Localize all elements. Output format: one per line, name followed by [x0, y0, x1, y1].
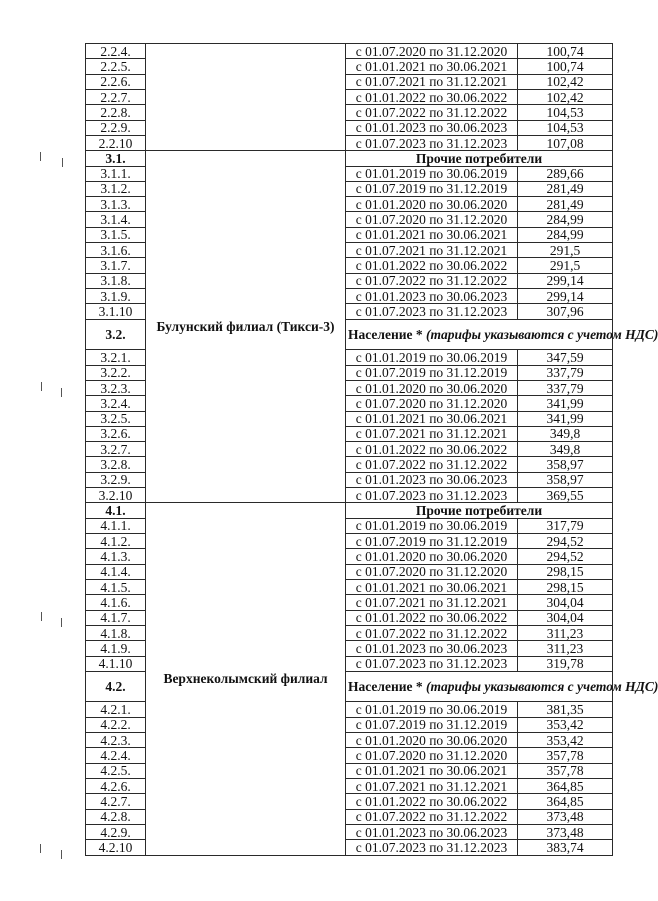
- tariff-value-cell: 358,97: [518, 457, 613, 472]
- row-number: 3.2.6.: [86, 426, 146, 441]
- period-cell: с 01.07.2020 по 31.12.2020: [346, 748, 518, 763]
- tariff-value-cell: 347,59: [518, 350, 613, 365]
- period-cell: с 01.01.2021 по 30.06.2021: [346, 411, 518, 426]
- tariff-value-cell: 337,79: [518, 380, 613, 395]
- tariff-table: [85, 43, 658, 856]
- tariff-value-cell: 358,97: [518, 472, 613, 487]
- row-number: 3.1.5.: [86, 227, 146, 242]
- period-cell: с 01.01.2022 по 30.06.2022: [346, 89, 518, 104]
- period-cell: с 01.01.2021 по 30.06.2021: [346, 227, 518, 242]
- tariff-value-cell: 369,55: [518, 488, 613, 503]
- tariff-value-cell: 353,42: [518, 733, 613, 748]
- row-number: 4.1.10: [86, 656, 146, 671]
- tariff-value-cell: 357,78: [518, 748, 613, 763]
- tariff-value-cell: 373,48: [518, 824, 613, 839]
- category-header: Прочие потребители: [346, 151, 613, 166]
- tariff-value-cell: 317,79: [518, 518, 613, 533]
- tariff-value-cell: 107,08: [518, 135, 613, 150]
- row-number: 4.1.3.: [86, 549, 146, 564]
- margin-mark: [61, 388, 62, 397]
- row-number: 2.2.5.: [86, 59, 146, 74]
- tariff-value-cell: 311,23: [518, 625, 613, 640]
- tariff-value-cell: 381,35: [518, 702, 613, 717]
- period-cell: с 01.01.2021 по 30.06.2021: [346, 59, 518, 74]
- period-cell: с 01.01.2023 по 30.06.2023: [346, 824, 518, 839]
- row-number: 3.2.: [86, 319, 146, 350]
- row-number: 4.1.7.: [86, 610, 146, 625]
- row-number: 4.2.10: [86, 840, 146, 855]
- row-number: 2.2.8.: [86, 105, 146, 120]
- tariff-value-cell: 298,15: [518, 579, 613, 594]
- row-number: 3.2.5.: [86, 411, 146, 426]
- category-header-row: [86, 503, 613, 518]
- row-number: 3.2.3.: [86, 380, 146, 395]
- tariff-value-cell: 304,04: [518, 610, 613, 625]
- period-cell: с 01.07.2020 по 31.12.2020: [346, 396, 518, 411]
- period-cell: с 01.01.2021 по 30.06.2021: [346, 763, 518, 778]
- tariff-value-cell: 294,52: [518, 534, 613, 549]
- row-number: 3.2.9.: [86, 472, 146, 487]
- row-number: 4.1.1.: [86, 518, 146, 533]
- row-number: 4.2.7.: [86, 794, 146, 809]
- period-cell: с 01.07.2022 по 31.12.2022: [346, 457, 518, 472]
- category-header-row: [86, 151, 613, 166]
- period-cell: с 01.01.2022 по 30.06.2022: [346, 258, 518, 273]
- row-number: 2.2.4.: [86, 44, 146, 59]
- tariff-value-cell: 104,53: [518, 105, 613, 120]
- tariff-value-cell: 373,48: [518, 809, 613, 824]
- tariff-value-cell: 304,04: [518, 595, 613, 610]
- tariff-value-cell: 291,5: [518, 243, 613, 258]
- period-cell: с 01.07.2021 по 31.12.2021: [346, 426, 518, 441]
- row-number: 4.2.8.: [86, 809, 146, 824]
- period-cell: с 01.01.2023 по 30.06.2023: [346, 641, 518, 656]
- row-number: 4.2.1.: [86, 702, 146, 717]
- row-number: 3.1.6.: [86, 243, 146, 258]
- period-cell: с 01.07.2023 по 31.12.2023: [346, 304, 518, 319]
- row-number: 4.2.4.: [86, 748, 146, 763]
- tariff-value-cell: 102,42: [518, 89, 613, 104]
- row-number: 4.2.: [86, 671, 146, 702]
- tariff-value-cell: 307,96: [518, 304, 613, 319]
- row-number: 4.1.8.: [86, 625, 146, 640]
- tariff-value-cell: 298,15: [518, 564, 613, 579]
- period-cell: с 01.01.2022 по 30.06.2022: [346, 610, 518, 625]
- margin-mark: [41, 612, 42, 621]
- tariff-value-cell: 337,79: [518, 365, 613, 380]
- row-number: 3.2.8.: [86, 457, 146, 472]
- tariff-value-cell: 357,78: [518, 763, 613, 778]
- period-cell: с 01.07.2020 по 31.12.2020: [346, 212, 518, 227]
- period-cell: с 01.07.2023 по 31.12.2023: [346, 840, 518, 855]
- row-number: 2.2.9.: [86, 120, 146, 135]
- row-number: 3.1.1.: [86, 166, 146, 181]
- period-cell: с 01.07.2023 по 31.12.2023: [346, 488, 518, 503]
- row-number: 3.1.4.: [86, 212, 146, 227]
- row-number: 3.2.7.: [86, 442, 146, 457]
- period-cell: с 01.07.2023 по 31.12.2023: [346, 656, 518, 671]
- period-cell: с 01.07.2019 по 31.12.2019: [346, 181, 518, 196]
- period-cell: с 01.01.2022 по 30.06.2022: [346, 794, 518, 809]
- row-number: 2.2.10: [86, 135, 146, 150]
- period-cell: с 01.01.2019 по 30.06.2019: [346, 702, 518, 717]
- period-cell: с 01.07.2019 по 31.12.2019: [346, 534, 518, 549]
- row-number: 4.2.5.: [86, 763, 146, 778]
- tariff-value-cell: 294,52: [518, 549, 613, 564]
- row-number: 3.2.10: [86, 488, 146, 503]
- period-cell: с 01.01.2020 по 30.06.2020: [346, 733, 518, 748]
- category-header: Прочие потребители: [346, 503, 613, 518]
- period-cell: с 01.01.2019 по 30.06.2019: [346, 350, 518, 365]
- period-cell: с 01.01.2023 по 30.06.2023: [346, 289, 518, 304]
- row-number: 4.2.6.: [86, 779, 146, 794]
- row-number: 3.1.9.: [86, 289, 146, 304]
- row-number: 3.1.2.: [86, 181, 146, 196]
- row-number: 2.2.6.: [86, 74, 146, 89]
- tariff-value-cell: 100,74: [518, 44, 613, 59]
- row-number: 3.1.10: [86, 304, 146, 319]
- margin-mark: [62, 158, 63, 167]
- tariff-value-cell: 341,99: [518, 411, 613, 426]
- period-cell: с 01.07.2022 по 31.12.2022: [346, 809, 518, 824]
- row-number: 4.2.9.: [86, 824, 146, 839]
- row-number: 2.2.7.: [86, 89, 146, 104]
- margin-mark: [61, 618, 62, 627]
- margin-mark: [61, 850, 62, 859]
- period-cell: с 01.01.2020 по 30.06.2020: [346, 197, 518, 212]
- tariff-value-cell: 311,23: [518, 641, 613, 656]
- branch-name-cell: Верхнеколымский филиал: [146, 503, 346, 855]
- row-number: 4.1.2.: [86, 534, 146, 549]
- tariff-value-cell: 299,14: [518, 273, 613, 288]
- tariff-value-cell: 284,99: [518, 212, 613, 227]
- row-number: 4.1.: [86, 503, 146, 518]
- row-number: 4.1.4.: [86, 564, 146, 579]
- tariff-value-cell: 102,42: [518, 74, 613, 89]
- category-note: (тарифы указываются с учетом НДС): [426, 679, 658, 695]
- period-cell: с 01.01.2021 по 30.06.2021: [346, 579, 518, 594]
- margin-mark: [40, 844, 41, 853]
- period-cell: с 01.01.2020 по 30.06.2020: [346, 380, 518, 395]
- period-cell: с 01.07.2021 по 31.12.2021: [346, 779, 518, 794]
- tariff-value-cell: 383,74: [518, 840, 613, 855]
- period-cell: с 01.07.2022 по 31.12.2022: [346, 105, 518, 120]
- tariff-value-cell: 341,99: [518, 396, 613, 411]
- period-cell: с 01.07.2019 по 31.12.2019: [346, 717, 518, 732]
- tariff-value-cell: 104,53: [518, 120, 613, 135]
- tariff-value-cell: 299,14: [518, 289, 613, 304]
- row-number: 4.2.3.: [86, 733, 146, 748]
- margin-mark: [40, 152, 41, 161]
- period-cell: с 01.01.2019 по 30.06.2019: [346, 166, 518, 181]
- period-cell: с 01.07.2021 по 31.12.2021: [346, 74, 518, 89]
- row-number: 4.2.2.: [86, 717, 146, 732]
- row-number: 3.1.3.: [86, 197, 146, 212]
- tariff-value-cell: 281,49: [518, 181, 613, 196]
- tariff-value-cell: 364,85: [518, 794, 613, 809]
- branch-name-cell: [146, 44, 346, 151]
- period-cell: с 01.07.2020 по 31.12.2020: [346, 44, 518, 59]
- tariff-value-cell: 349,8: [518, 426, 613, 441]
- row-number: 3.1.: [86, 151, 146, 166]
- tariff-value-cell: 319,78: [518, 656, 613, 671]
- tariff-value-cell: 100,74: [518, 59, 613, 74]
- row-number: 3.1.7.: [86, 258, 146, 273]
- branch-name-cell: Булунский филиал (Тикси-3): [146, 151, 346, 503]
- row-number: 4.1.9.: [86, 641, 146, 656]
- row-number: 3.2.4.: [86, 396, 146, 411]
- period-cell: с 01.01.2023 по 30.06.2023: [346, 120, 518, 135]
- category-label: Население *: [348, 679, 423, 695]
- period-cell: с 01.01.2023 по 30.06.2023: [346, 472, 518, 487]
- tariff-value-cell: 289,66: [518, 166, 613, 181]
- row-number: 4.1.5.: [86, 579, 146, 594]
- row-number: 3.1.8.: [86, 273, 146, 288]
- period-cell: с 01.01.2022 по 30.06.2022: [346, 442, 518, 457]
- period-cell: с 01.07.2022 по 31.12.2022: [346, 273, 518, 288]
- period-cell: с 01.07.2020 по 31.12.2020: [346, 564, 518, 579]
- category-header: [346, 671, 658, 702]
- row-number: 3.2.2.: [86, 365, 146, 380]
- period-cell: с 01.07.2023 по 31.12.2023: [346, 135, 518, 150]
- period-cell: с 01.01.2020 по 30.06.2020: [346, 549, 518, 564]
- tariff-value-cell: 284,99: [518, 227, 613, 242]
- row-number: 3.2.1.: [86, 350, 146, 365]
- category-header: [346, 319, 658, 350]
- tariff-value-cell: 349,8: [518, 442, 613, 457]
- period-cell: с 01.07.2021 по 31.12.2021: [346, 243, 518, 258]
- tariff-value-cell: 353,42: [518, 717, 613, 732]
- margin-mark: [41, 382, 42, 391]
- tariff-table-body: [86, 43, 658, 856]
- category-note: (тарифы указываются с учетом НДС): [426, 326, 658, 342]
- row-number: 4.1.6.: [86, 595, 146, 610]
- period-cell: с 01.07.2022 по 31.12.2022: [346, 625, 518, 640]
- tariff-value-cell: 281,49: [518, 197, 613, 212]
- table-row: [86, 44, 613, 59]
- period-cell: с 01.07.2021 по 31.12.2021: [346, 595, 518, 610]
- period-cell: с 01.07.2019 по 31.12.2019: [346, 365, 518, 380]
- period-cell: с 01.01.2019 по 30.06.2019: [346, 518, 518, 533]
- tariff-value-cell: 364,85: [518, 779, 613, 794]
- category-label: Население *: [348, 326, 423, 342]
- tariff-value-cell: 291,5: [518, 258, 613, 273]
